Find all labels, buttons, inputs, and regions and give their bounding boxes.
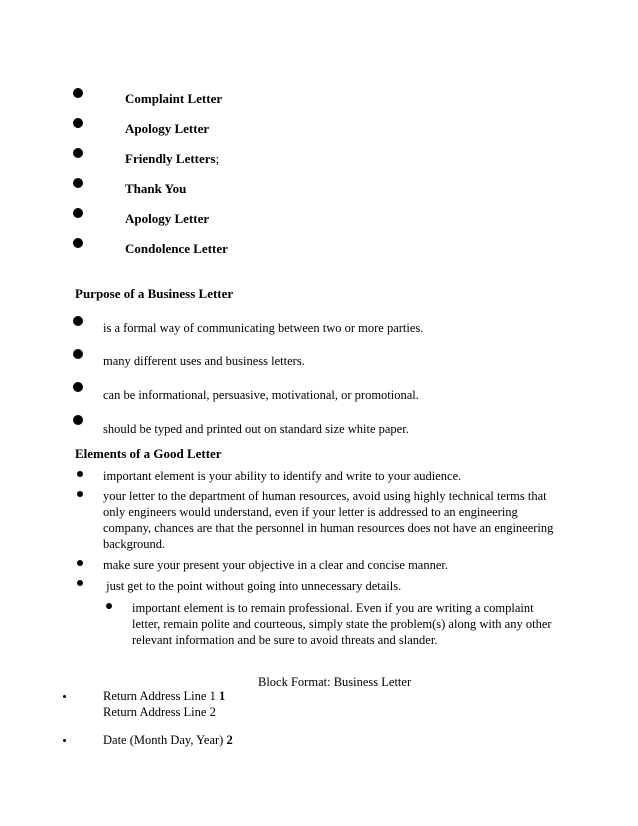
return-address-line-2: Return Address Line 2 (103, 705, 216, 719)
list-item: make sure your present your objective in a clear and concise manner. (103, 558, 449, 572)
bullet-icon (73, 238, 83, 248)
list-item: is a formal way of communicating between two or more parties. (103, 321, 424, 335)
return-address-line-1 (103, 688, 225, 704)
list-item (103, 578, 401, 594)
bullet-icon (77, 471, 83, 477)
sub-list-item: important element is to remain professional. Even if you are writing a complaint letter, remain polite and courteous, simply state the problem(s) along with any other relevant information and be sure to avoid threats and slander. (132, 601, 552, 647)
line-number: 1 (218, 689, 226, 703)
line-number: 2 (226, 733, 233, 747)
block-format-title: Block Format: Business Letter (258, 675, 412, 689)
bullet-icon (77, 491, 83, 497)
sub-bullet-icon (106, 603, 112, 609)
bullet-icon (73, 88, 83, 98)
line-text: Return Address Line 1 (103, 689, 216, 703)
bullet-icon (73, 148, 83, 158)
list-item: your letter to the department of human resources, avoid using highly technical terms that only engineers would understand, even if your letter is addressed to an engineering company, chances are that the personnel in human resources does not have an engineering background. (103, 489, 554, 551)
bullet-icon (73, 415, 83, 425)
list-item: Complaint Letter (125, 91, 223, 106)
bullet-icon (63, 739, 66, 742)
bullet-icon (73, 316, 83, 326)
bullet-icon (73, 382, 83, 392)
bullet-icon (63, 695, 66, 698)
bullet-icon (73, 178, 83, 188)
bullet-icon (73, 118, 83, 128)
section-heading: Elements of a Good Letter (75, 446, 222, 461)
list-item: should be typed and printed out on standard size white paper. (103, 422, 409, 436)
line-text: Date (Month Day, Year) (103, 733, 224, 747)
list-item: many different uses and business letters. (103, 354, 305, 368)
bullet-icon (77, 560, 83, 566)
list-item-text: just get to the point without going into unnecessary details. (106, 579, 402, 593)
list-item: important element is your ability to identify and write to your audience. (103, 469, 462, 483)
list-item: Apology Letter (125, 121, 210, 136)
date-line (103, 732, 233, 748)
list-item-suffix: ; (215, 151, 220, 166)
section-heading: Purpose of a Business Letter (75, 286, 234, 301)
list-item: can be informational, persuasive, motivational, or promotional. (103, 388, 419, 402)
bullet-icon (73, 208, 83, 218)
list-item: Thank You (125, 181, 187, 196)
bullet-icon (77, 580, 83, 586)
list-item: Apology Letter (125, 211, 210, 226)
list-item-text: Friendly Letters (125, 151, 216, 166)
list-item: Condolence Letter (125, 241, 228, 256)
list-item (125, 151, 219, 167)
bullet-icon (73, 349, 83, 359)
